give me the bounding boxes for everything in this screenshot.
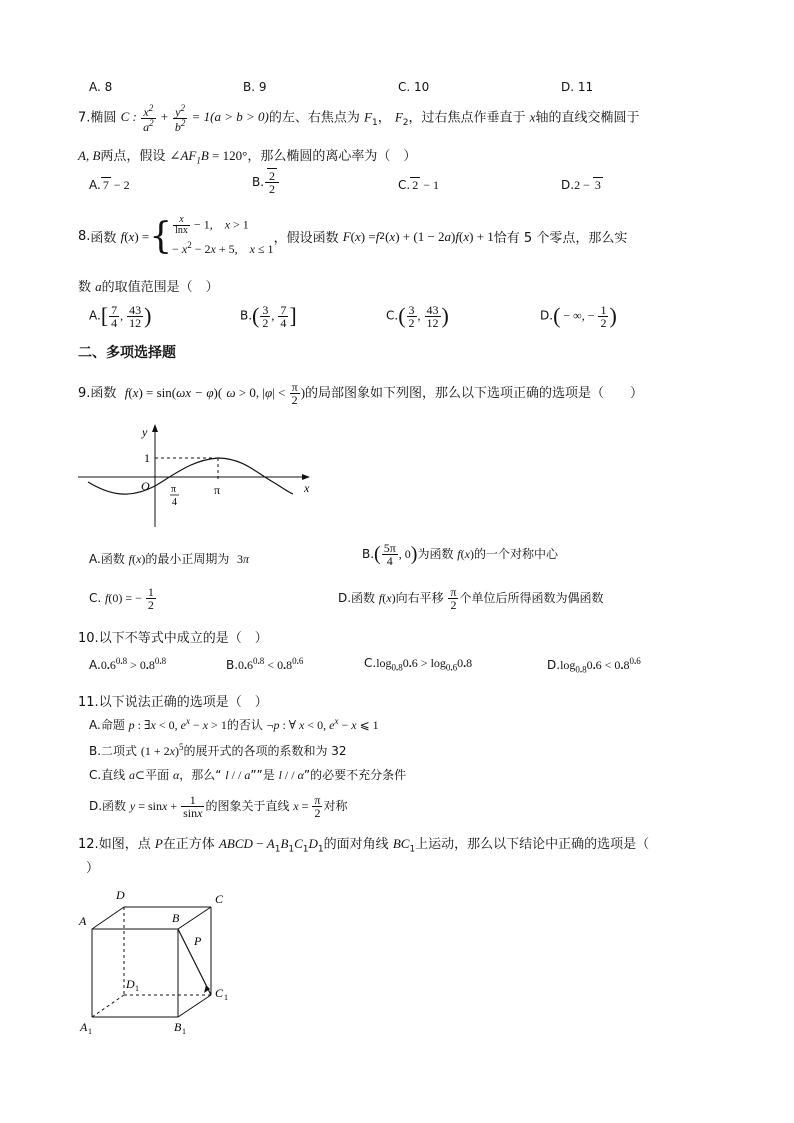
- cube-label-B1: B: [174, 1020, 182, 1034]
- q6-option-b: B. 9: [243, 80, 267, 94]
- q8-option-c: C.( $\frac{3}{2}$ , $\frac{43}{12}$ ): [386, 302, 449, 330]
- q6-option-c: C. 10: [398, 80, 430, 94]
- graph-pi4-den: 4: [172, 497, 177, 508]
- q10-option-c: $C.\log_{0.8}0.6 > \log_{0.6}0.8$: [364, 656, 473, 673]
- cube-label-A1-sub: 1: [88, 1027, 92, 1035]
- q9-option-c: C. f(0) = − $\frac{1}{2}$: [89, 585, 154, 612]
- question-9: 9.函数 f(x) = sin(ωx − φ)( ω > 0, |φ| < $\frac{\pi}{2}$ )的局部图象如下列图，那么以下选项正确的选项是（ ）: [78, 380, 644, 407]
- cube-label-P: P: [194, 934, 202, 948]
- q10-option-d: $D.\log_{0.8}0.6 < 0.8^{0.6}$: [547, 656, 641, 675]
- cube-label-C: C: [215, 892, 224, 906]
- q9-option-a: A.函数 f(x)的最小正周期为 3π: [89, 552, 249, 566]
- q9-option-d: D.函数 f(x)向右平移 $\frac{\pi}{2}$ 个单位后所得函数为偶函数: [338, 585, 604, 612]
- section-heading: 二、多项选择题: [78, 345, 176, 361]
- question-7-line2: A, B两点，假设 $\angle AF_1B = 120^\circ$，那么椭圆的离心率为（ ）: [78, 148, 417, 166]
- q8-option-a: A.[ $\frac{7}{4}$ , $\frac{43}{12}$ ): [89, 302, 152, 330]
- q11-option-b: B.二项式 $(1 + 2x)^5$的展开式的各项的系数和为 32: [89, 742, 347, 758]
- question-11: 11.以下说法正确的选项是（ ）: [78, 695, 268, 710]
- graph-pi-label: π: [214, 483, 221, 497]
- q7-option-a: A. 7 − 2: [89, 178, 130, 192]
- question-12-close: ）: [86, 861, 100, 876]
- q7-option-c: C. 2 − 1: [398, 178, 439, 192]
- q8-option-d: D.( − ∞, − $\frac{1}{2}$ ): [540, 302, 617, 330]
- cube-label-C1: C: [215, 986, 224, 1000]
- graph-origin-label: O: [141, 479, 150, 493]
- q7-option-b: B. $\frac{2}{2}$: [252, 170, 280, 195]
- q7-option-d: D.2 − 3: [561, 178, 601, 192]
- cube-label-A1: A: [80, 1020, 88, 1034]
- q8-option-b: B.( $\frac{3}{2}$ , $\frac{7}{4}$ ]: [240, 302, 297, 330]
- q11-option-d: D.函数 y = sinx + $\frac{1}{\sin x}$ 的图象关于直线 x = $\frac{\pi}{2}$ 对称: [89, 793, 348, 820]
- q10-option-a: $A.0.6^{0.8} > 0.8^{0.8}$: [89, 656, 167, 672]
- graph-y-label: y: [142, 425, 148, 439]
- q11-option-c: C.直线 a⊂平面 α，那么“ l / / a””是 l / / α”的必要不充分条件: [89, 768, 407, 782]
- question-8: 8. 函数 f ( x ) = { $\frac{x}{\ln x}$ − 1, x > 1 − $x^2 - 2x + 5$, x ≤ 1 ，假设函数 F ( x ) = f 2 ( x ) + (1 − 2 a ) f ( x ) + 1 恰有 5 个零点，那么实: [78, 214, 628, 257]
- cube-label-D: D: [116, 888, 125, 902]
- ellipse-equation: C : $\frac{x^2}{a^2}$ + $\frac{y^2}{b^2}$ = 1(a > b > 0): [120, 103, 269, 134]
- sine-graph: [78, 422, 318, 532]
- cube-label-D1-sub: 1: [135, 984, 139, 993]
- q10-option-b: $B.0.6^{0.8} < 0.8^{0.6}$: [226, 656, 304, 672]
- graph-one-label: 1: [144, 451, 150, 465]
- q6-option-a: A. 8: [89, 80, 113, 94]
- q11-option-a: A.命题 p : ∃x < 0, $e^x - x > 1$的否认 ¬p : ∀ x < 0, $e^x - x$ ⩽ 1: [89, 716, 379, 732]
- question-7: 7.椭圆 C : $\frac{x^2}{a^2}$ + $\frac{y^2}{b^2}$ = 1(a > b > 0)的左、右焦点为 $F_1$， $F_2$，过右焦点作垂直于 x轴的直线交椭圆于: [78, 103, 640, 134]
- cube-label-B: B: [172, 911, 180, 925]
- question-8-line2: 数 a的取值范围是（ ）: [78, 279, 219, 295]
- question-10: 10.以下不等式中成立的是（ ）: [78, 631, 268, 646]
- cube-label-B1-sub: 1: [182, 1027, 186, 1035]
- cube-figure: [76, 885, 236, 1035]
- q9-option-b: B.( $\frac{5\pi}{4}$ , 0)为函数 f(x)的一个对称中心: [362, 541, 558, 568]
- graph-x-label: x: [304, 481, 310, 495]
- graph-pi4-num: π: [171, 484, 177, 495]
- question-12: 12.如图，点 P在正方体 ABCD − $A_1B_1C_1D_1$的面对角线 $BC_1$上运动，那么以下结论中正确的选项是（: [78, 836, 650, 855]
- q6-option-d: D. 11: [561, 80, 594, 94]
- cube-label-C1-sub: 1: [224, 993, 228, 1002]
- cube-label-D1: D: [126, 977, 135, 991]
- cube-label-A: A: [79, 914, 87, 928]
